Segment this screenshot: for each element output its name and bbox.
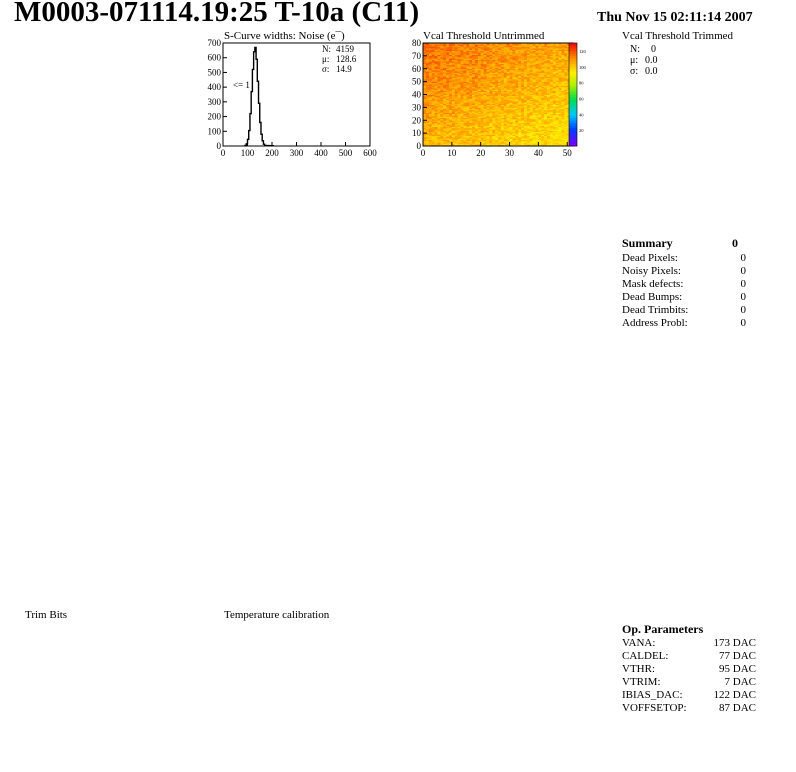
page-date: Thu Nov 15 02:11:14 2007 [597, 10, 753, 25]
x-tick-label: 20 [476, 148, 486, 158]
summary-value: 0 [740, 317, 746, 329]
summary-row [622, 265, 746, 278]
summary-total: 0 [732, 236, 738, 250]
op-parameter-value: 77 DAC [719, 650, 756, 662]
y-tick-label: 40 [412, 89, 421, 100]
trimmed-n-value: 0 [651, 44, 656, 55]
summary-row [622, 304, 746, 317]
trimmed-mu-value: 0.0 [645, 55, 658, 66]
summary-value: 0 [740, 252, 746, 264]
colorbar-tick-label: 80 [579, 80, 584, 86]
y-tick-label: 70 [412, 50, 421, 61]
colorbar-tick-label: 120 [579, 48, 586, 54]
summary-label: Address Probl: [622, 317, 688, 329]
summary-label: Dead Pixels: [622, 252, 678, 264]
op-parameter-value: 122 DAC [713, 689, 756, 701]
op-parameter-label: IBIAS_DAC: [622, 689, 683, 701]
summary-row [622, 278, 746, 291]
page-title: M0003-071114.19:25 T-10a (C11) [14, 0, 420, 28]
summary-label: Dead Bumps: [622, 291, 683, 303]
op-parameter-value: 7 DAC [724, 676, 756, 688]
summary-row [622, 317, 746, 330]
y-tick-label: 0 [416, 141, 421, 151]
op-parameter-value: 95 DAC [719, 663, 756, 675]
stats-mu-label: μ: [322, 54, 330, 64]
op-parameter-label: VTRIM: [622, 676, 661, 688]
histogram-title: S-Curve widths: Noise (e¯) [224, 30, 345, 42]
noise-histogram [207, 38, 385, 163]
summary-row [622, 252, 746, 265]
y-tick-label: 0 [216, 141, 221, 151]
summary-value: 0 [740, 278, 746, 290]
y-tick-label: 30 [412, 102, 421, 113]
op-parameter-row [622, 650, 756, 663]
summary-row [622, 291, 746, 304]
colorbar-tick-label: 40 [579, 112, 584, 118]
y-tick-label: 10 [412, 128, 421, 139]
trimmed-title: Vcal Threshold Trimmed [622, 30, 734, 42]
x-tick-label: 10 [447, 148, 457, 158]
x-tick-label: 0 [220, 148, 226, 158]
stats-n-value: 4159 [336, 44, 354, 54]
y-tick-label: 60 [412, 63, 421, 74]
stats-mu-value: 128.6 [336, 54, 357, 64]
y-tick-label: 500 [207, 67, 221, 78]
colorbar-tick-label: 20 [579, 128, 584, 134]
trim-bits-label: Trim Bits [25, 609, 68, 621]
x-tick-label: 40 [533, 148, 543, 158]
op-parameter-row [622, 676, 756, 689]
stats-sigma-value: 14.9 [336, 64, 352, 74]
summary-label: Dead Trimbits: [622, 304, 689, 316]
x-tick-label: 600 [363, 148, 377, 158]
stats-n-label: N: [322, 44, 331, 54]
y-tick-label: 200 [207, 111, 221, 122]
y-tick-label: 50 [412, 76, 421, 87]
op-parameter-label: VTHR: [622, 663, 655, 675]
stats-sigma-label: σ: [322, 64, 330, 74]
x-tick-label: 30 [505, 148, 515, 158]
op-parameter-label: CALDEL: [622, 650, 669, 662]
trimmed-mu-label: μ: [630, 55, 639, 66]
op-parameter-row [622, 637, 756, 650]
op-parameter-row [622, 689, 756, 702]
op-parameter-value: 173 DAC [713, 637, 756, 649]
y-tick-label: 80 [412, 38, 421, 48]
heatmap-title: Vcal Threshold Untrimmed [423, 30, 545, 42]
y-tick-label: 100 [207, 126, 221, 137]
y-tick-label: 600 [207, 52, 221, 63]
trimmed-sigma-label: σ: [630, 66, 639, 77]
y-tick-label: 700 [207, 38, 221, 48]
x-tick-label: 0 [420, 148, 426, 158]
x-tick-label: 50 [562, 148, 572, 158]
op-parameter-row [622, 663, 756, 676]
colorbar-tick-label: 60 [579, 96, 584, 102]
summary-title: Summary [622, 236, 673, 250]
op-parameters-panel [622, 622, 762, 722]
x-tick-label: 100 [240, 148, 255, 158]
y-tick-label: 300 [207, 96, 221, 107]
y-tick-label: 20 [412, 115, 421, 126]
colorbar-tick-label: 100 [579, 64, 586, 70]
x-tick-label: 300 [289, 148, 304, 158]
y-tick-label: 400 [207, 82, 221, 93]
x-tick-label: 200 [265, 148, 279, 158]
x-tick-label: 400 [314, 148, 328, 158]
trimmed-n-label: N: [630, 44, 640, 55]
summary-value: 0 [740, 265, 746, 277]
summary-label: Noisy Pixels: [622, 265, 681, 277]
temperature-calibration-label: Temperature calibration [224, 609, 330, 621]
summary-value: 0 [740, 304, 746, 316]
summary-label: Mask defects: [622, 278, 684, 290]
colorbar [569, 43, 577, 146]
op-parameter-row [622, 702, 756, 715]
op-parameter-label: VANA: [622, 637, 656, 649]
op-parameters-title: Op. Parameters [622, 622, 704, 636]
trimmed-sigma-value: 0.0 [645, 66, 658, 77]
threshold-heatmap [405, 38, 595, 163]
op-parameter-value: 87 DAC [719, 702, 756, 714]
heatmap-cells [423, 43, 573, 146]
op-parameter-label: VOFFSETOP: [622, 702, 687, 714]
x-tick-label: 500 [338, 148, 353, 158]
summary-panel [622, 236, 752, 336]
summary-value: 0 [740, 291, 746, 303]
underflow-annotation: <= 1 [233, 80, 250, 90]
